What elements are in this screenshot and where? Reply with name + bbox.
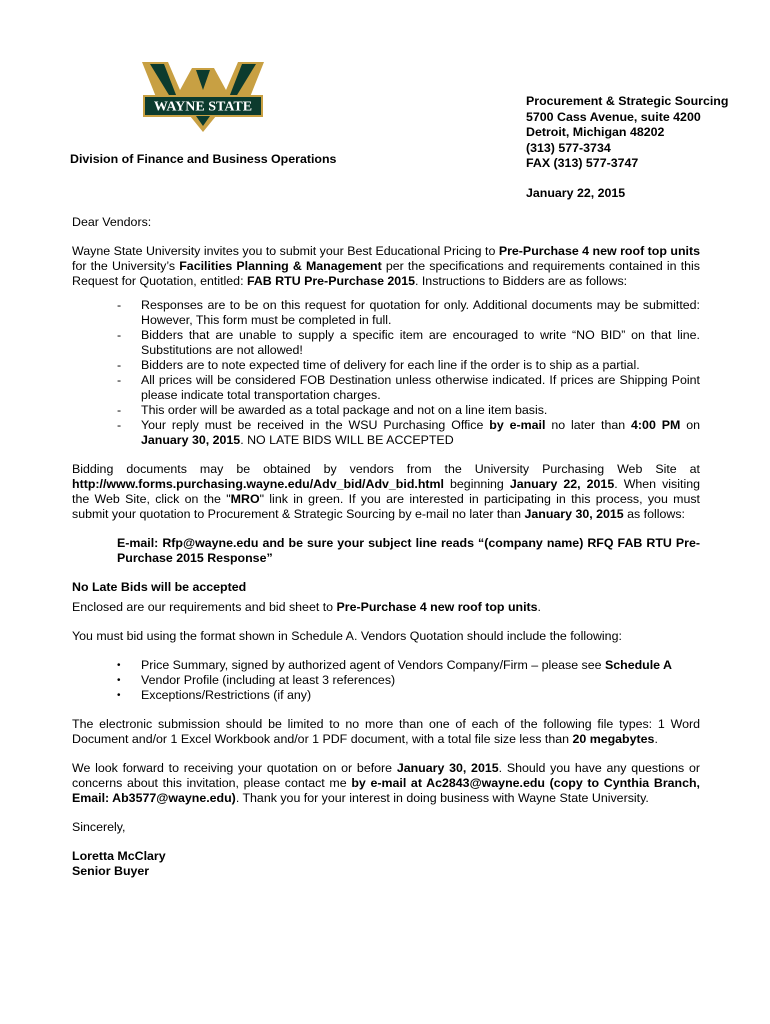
letter-body <box>72 215 700 879</box>
quotation-include-list <box>72 658 700 703</box>
list-item: - This order will be awarded as a total package and not on a line item basis. <box>117 403 548 417</box>
bidding-paragraph: Bidding documents may be obtained by vendors from the University Purchasing Web Site at http://www.forms.purchasing.wayne.edu/Adv_bid/Adv_bid.html beginning January 22, 2015. When visiting the Web Site, click on the "MRO" link in green. If you are interested in participating in this process, you must submit your quotation to Procurement & Strategic Sourcing by e-mail no later than January 30, 2015 as follows: <box>72 462 700 521</box>
letter-date: January 22, 2015 <box>526 186 626 200</box>
sender-address <box>526 94 728 172</box>
signer-title: Senior Buyer <box>72 864 150 878</box>
address-line: Detroit, Michigan 48202 <box>526 125 665 139</box>
list-item: - Bidders that are unable to supply a specific item are encouraged to write “NO BID” on that line. Substitutions are not allowed! <box>117 328 700 357</box>
closing-paragraph: We look forward to receiving your quotation on or before January 30, 2015. Should you have any questions or concerns about this invitation, please contact me by e-mail at Ac2843@wayne.edu (copy to Cynthia Branch, Email: Ab3577@wayne.edu). Thank you for your interest in doing business with Wayne State University. <box>72 761 701 805</box>
list-item: • Exceptions/Restrictions (if any) <box>117 688 312 702</box>
list-item: - Bidders are to note expected time of delivery for each line if the order is to ship as a partial. <box>117 358 640 372</box>
bid-site-link: http://www.forms.purchasing.wayne.edu/Adv_bid/Adv_bid.html <box>72 477 444 491</box>
no-late-bids: No Late Bids will be accepted <box>72 580 247 594</box>
format-note: You must bid using the format shown in Schedule A. Vendors Quotation should include the following: <box>72 629 622 643</box>
division-name: Division of Finance and Business Operations <box>70 152 337 166</box>
address-line: FAX (313) 577-3747 <box>526 156 639 170</box>
list-item: • Price Summary, signed by authorized agent of Vendors Company/Firm – please see Schedule A <box>117 658 672 672</box>
signer-name: Loretta McClary <box>72 849 166 863</box>
list-item: - All prices will be considered FOB Destination unless otherwise indicated. If prices are Shipping Point please indicate total transportation charges. <box>117 373 700 402</box>
sincerely: Sincerely, <box>72 820 126 834</box>
logo-text: WAYNE STATE <box>153 99 253 115</box>
address-line: (313) 577-3734 <box>526 140 611 155</box>
address-line: Procurement & Strategic Sourcing <box>526 94 729 108</box>
instructions-list <box>72 298 700 448</box>
list-item: • Vendor Profile (including at least 3 references) <box>117 673 396 687</box>
salutation: Dear Vendors: <box>72 215 152 229</box>
address-line: 5700 Cass Avenue, suite 4200 <box>526 109 701 124</box>
enclosed-paragraph: Enclosed are our requirements and bid sheet to Pre-Purchase 4 new roof top units. <box>72 600 541 614</box>
list-item: - Responses are to be on this request for quotation for only. Additional documents may be submitted: However, This form must be completed in full. <box>117 298 700 327</box>
wayne-state-logo <box>140 60 266 136</box>
email-instruction: E-mail: Rfp@wayne.edu and be sure your subject line reads “(company name) RFQ FAB RTU Pre-Purchase 2015 Response” <box>117 536 700 565</box>
wayne-state-logo-graphic <box>140 60 266 136</box>
intro-paragraph: Wayne State University invites you to submit your Best Educational Pricing to Pre-Purchase 4 new roof top units for the University’s Facilities Planning & Management per the specifications and requirements contained in this Request for Quotation, entitled: FAB RTU Pre-Purchase 2015. Instructions to Bidders are as follows: <box>72 244 701 288</box>
list-item: - Your reply must be received in the WSU Purchasing Office by e-mail no later than 4:00 PM on January 30, 2015. NO LATE BIDS WILL BE ACCEPTED <box>117 418 701 447</box>
electronic-paragraph: The electronic submission should be limited to no more than one of each of the following file types: 1 Word Document and/or 1 Excel Workbook and/or 1 PDF document, with a total file size less than 20 megabytes. <box>72 717 700 746</box>
